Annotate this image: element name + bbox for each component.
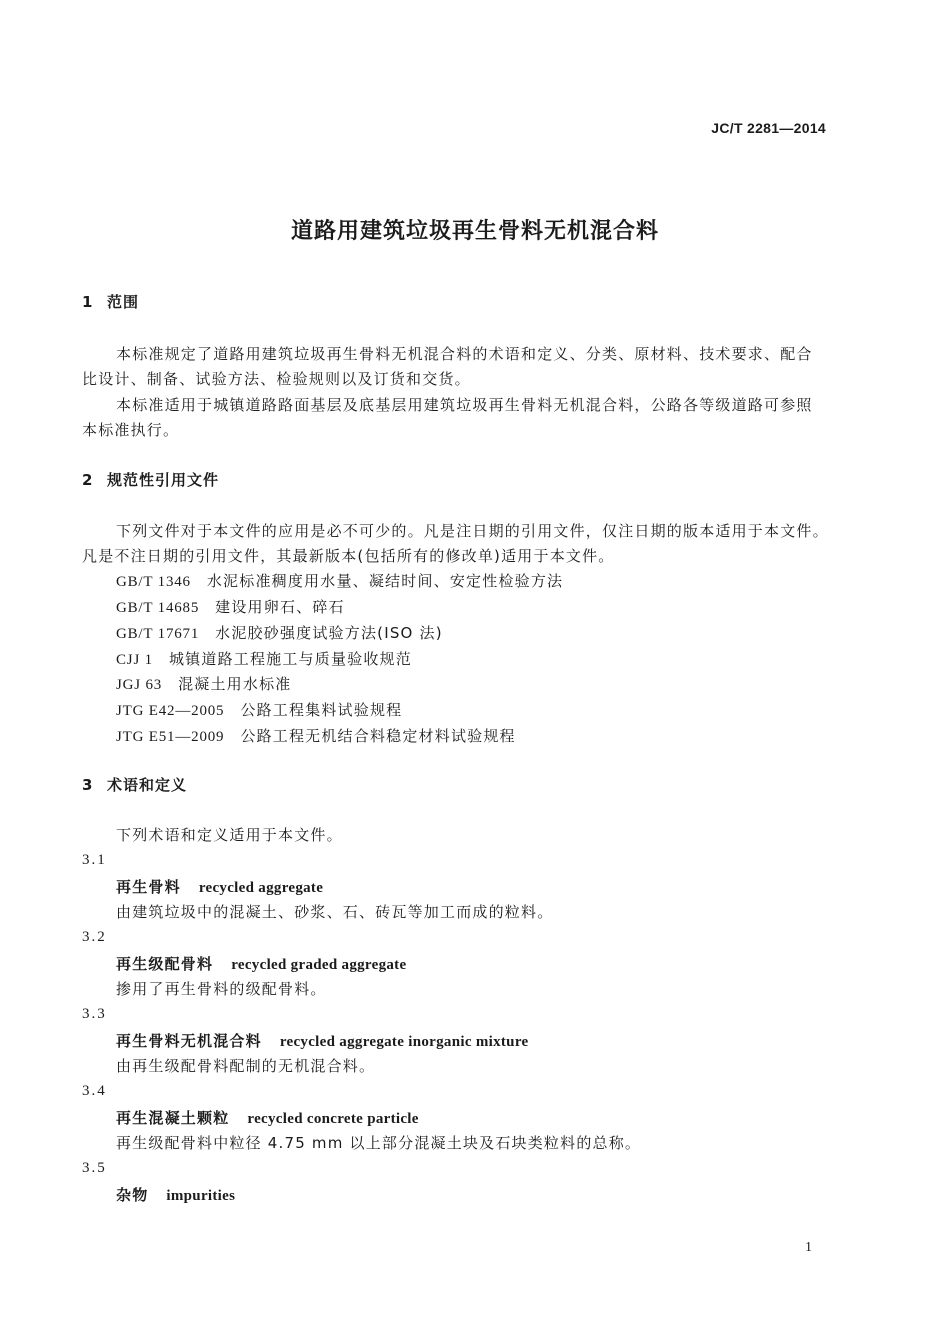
term-chinese: 再生骨料无机混合料 xyxy=(116,1032,262,1050)
reference-title: 水泥胶砂强度试验方法(ISO 法) xyxy=(215,624,443,642)
term-definition: 再生级配骨料中粒径 4.75 mm 以上部分混凝土块及石块类粒料的总称。 xyxy=(116,1134,642,1152)
term-english: recycled concrete particle xyxy=(247,1111,419,1127)
section-number: 1 xyxy=(82,293,93,311)
term-number: 3.1 xyxy=(82,852,107,868)
paragraph-line: 下列文件对于本文件的应用是必不可少的。凡是注日期的引用文件，仅注日期的版本适用于本文件。 xyxy=(116,522,829,540)
term-english: recycled aggregate inorganic mixture xyxy=(279,1034,529,1050)
reference-title: 公路工程集料试验规程 xyxy=(240,701,403,719)
reference-title: 水泥标准稠度用水量、凝结时间、安定性检验方法 xyxy=(206,572,564,590)
term-entry xyxy=(116,1186,235,1205)
paragraph-line: 本标准规定了道路用建筑垃圾再生骨料无机混合料的术语和定义、分类、原材料、技术要求、配合 xyxy=(116,345,813,363)
reference-title: 城镇道路工程施工与质量验收规范 xyxy=(168,650,412,668)
paragraph-line: 下列术语和定义适用于本文件。 xyxy=(116,826,343,844)
term-chinese: 再生骨料 xyxy=(116,878,181,896)
reference-item xyxy=(116,675,291,694)
reference-code: CJJ 1 xyxy=(116,652,153,668)
term-entry xyxy=(116,1109,419,1128)
reference-code: GB/T 17671 xyxy=(116,626,200,642)
term-english: recycled graded aggregate xyxy=(231,957,407,973)
reference-title: 建设用卵石、碎石 xyxy=(215,598,345,616)
standard-code: JC/T 2281—2014 xyxy=(711,120,826,136)
term-english: recycled aggregate xyxy=(198,880,324,896)
paragraph-line: 本标准执行。 xyxy=(82,421,180,439)
reference-item xyxy=(116,624,443,643)
reference-code: JTG E42—2005 xyxy=(116,703,225,719)
section-heading: 规范性引用文件 xyxy=(107,471,220,489)
reference-title: 公路工程无机结合料稳定材料试验规程 xyxy=(240,727,516,745)
paragraph-line: 本标准适用于城镇道路路面基层及底基层用建筑垃圾再生骨料无机混合料，公路各等级道路可参照 xyxy=(116,396,813,414)
reference-code: GB/T 14685 xyxy=(116,600,200,616)
paragraph-line: 比设计、制备、试验方法、检验规则以及订货和交货。 xyxy=(82,370,471,388)
term-entry xyxy=(116,1032,528,1051)
term-entry xyxy=(116,955,406,974)
reference-code: JGJ 63 xyxy=(116,677,163,693)
page-number: 1 xyxy=(805,1240,812,1255)
term-definition: 掺用了再生骨料的级配骨料。 xyxy=(116,980,327,998)
term-entry xyxy=(116,878,323,897)
term-english: impurities xyxy=(166,1188,236,1204)
term-number: 3.4 xyxy=(82,1083,107,1099)
reference-code: JTG E51—2009 xyxy=(116,729,225,745)
term-chinese: 再生级配骨料 xyxy=(116,955,214,973)
term-definition: 由再生级配骨料配制的无机混合料。 xyxy=(116,1057,376,1075)
term-chinese: 杂物 xyxy=(116,1186,149,1204)
reference-item xyxy=(116,650,412,669)
term-definition: 由建筑垃圾中的混凝土、砂浆、石、砖瓦等加工而成的粒料。 xyxy=(116,903,554,921)
term-number: 3.5 xyxy=(82,1160,107,1176)
section-heading: 范围 xyxy=(107,293,140,311)
reference-item xyxy=(116,572,563,591)
reference-item xyxy=(116,727,516,746)
term-number: 3.2 xyxy=(82,929,107,945)
reference-item xyxy=(116,598,345,617)
term-number: 3.3 xyxy=(82,1006,107,1022)
term-chinese: 再生混凝土颗粒 xyxy=(116,1109,230,1127)
document-title: 道路用建筑垃圾再生骨料无机混合料 xyxy=(290,219,659,244)
section-heading: 术语和定义 xyxy=(107,776,188,794)
section-number: 3 xyxy=(82,776,93,794)
paragraph-line: 凡是不注日期的引用文件，其最新版本(包括所有的修改单)适用于本文件。 xyxy=(82,547,615,565)
section-number: 2 xyxy=(82,471,93,489)
reference-item xyxy=(116,701,402,720)
reference-title: 混凝土用水标准 xyxy=(178,675,292,693)
reference-code: GB/T 1346 xyxy=(116,574,191,590)
